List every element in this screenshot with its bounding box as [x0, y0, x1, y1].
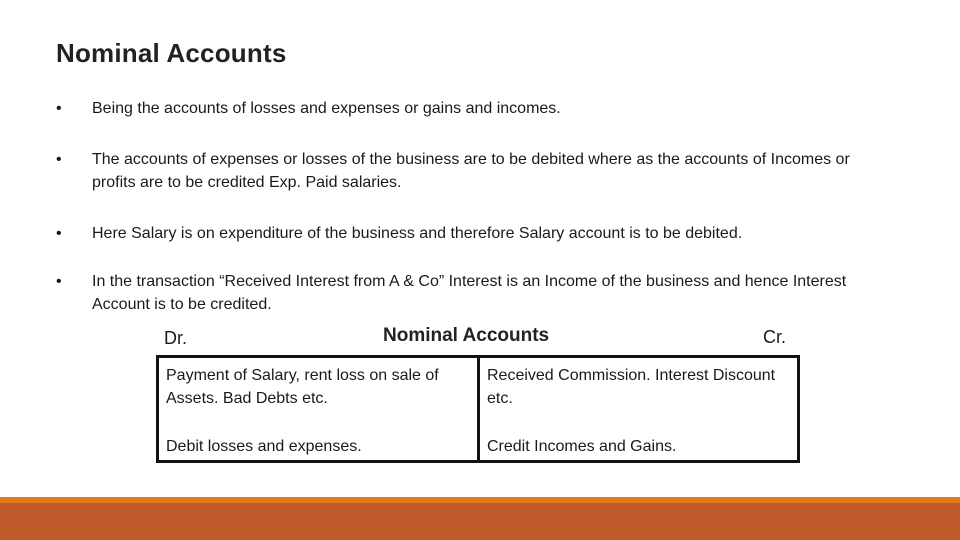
ledger-credit-cell: Credit Incomes and Gains. — [487, 438, 677, 455]
bullet-dot: • — [56, 151, 62, 168]
ledger-debit-cell: Payment of Salary, rent loss on sale of Assets. Bad Debts etc. — [166, 367, 439, 407]
bullet-text: The accounts of expenses or losses of the business are to be debited where as the accounts of Incomes or profits are to be credited Exp. Paid salaries. — [92, 151, 850, 191]
ledger-title: Nominal Accounts — [383, 325, 550, 346]
bullet-dot: • — [56, 225, 62, 242]
bullet-dot: • — [56, 100, 62, 117]
bullet-text: Being the accounts of losses and expenses or gains and incomes. — [92, 100, 561, 117]
ledger-table — [156, 355, 800, 463]
slide-title: Nominal Accounts — [56, 38, 287, 68]
ledger-credit-cell: Received Commission. Interest Discount etc. — [487, 367, 776, 407]
bullet-dot: • — [56, 273, 62, 290]
bullet-text: Here Salary is on expenditure of the business and therefore Salary account is to be debited. — [92, 225, 743, 242]
ledger-debit-cell: Debit losses and expenses. — [166, 438, 362, 455]
ledger-divider — [477, 358, 480, 460]
bullet-text: In the transaction “Received Interest from A & Co” Interest is an Income of the business and hence Interest Account is to be credited. — [92, 273, 847, 313]
debit-side-label: Dr. — [164, 328, 188, 348]
credit-side-label: Cr. — [763, 327, 787, 347]
footer-bar — [0, 503, 960, 540]
